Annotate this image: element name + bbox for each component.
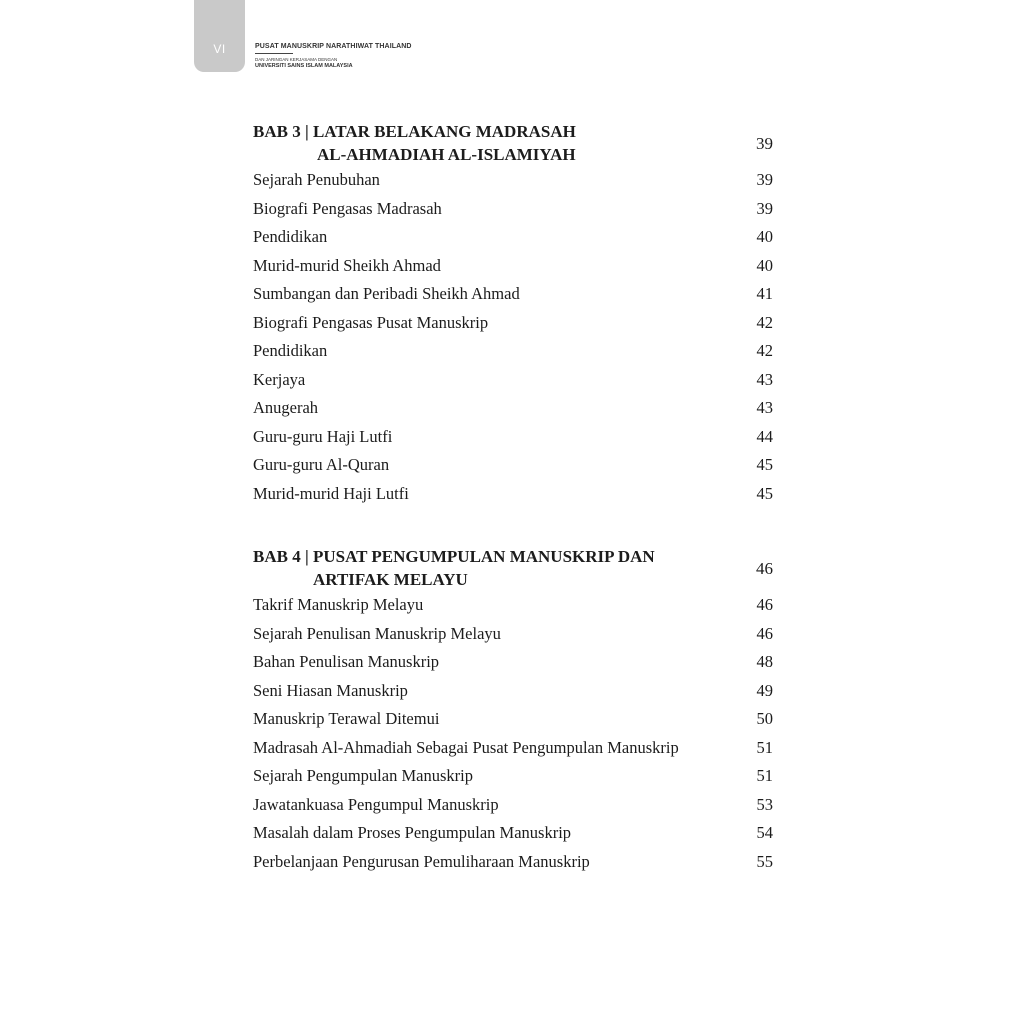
toc-entry <box>253 623 773 652</box>
toc-entry-page: 53 <box>756 794 773 814</box>
toc-entry-page: 42 <box>756 341 773 360</box>
toc-entry <box>253 594 773 623</box>
toc-entry-label: Sejarah Penubuhan <box>253 170 380 189</box>
toc-entry-label: Perbelanjaan Pengurusan Pemuliharaan Manuskrip <box>253 851 590 871</box>
section-gap <box>253 511 773 545</box>
toc-entry-page: 51 <box>756 737 773 757</box>
toc-entry <box>253 851 773 880</box>
toc-entry-page: 45 <box>756 455 773 474</box>
toc-entry <box>253 255 773 284</box>
toc-entry-page: 48 <box>756 652 773 671</box>
toc-entry-page: 41 <box>756 284 773 303</box>
chapter-heading-bab-3 <box>253 120 773 167</box>
running-header <box>255 42 412 70</box>
toc-entry-page: 40 <box>756 255 773 275</box>
chapter-page: 39 <box>756 134 773 153</box>
toc-entry-label: Bahan Penulisan Manuskrip <box>253 652 440 671</box>
chapter-heading-bab-4 <box>253 545 773 592</box>
toc-entry-page: 43 <box>756 369 773 389</box>
toc-entry-label: Biografi Pengasas Pusat Manuskrip <box>253 312 489 332</box>
toc-entry <box>253 369 773 398</box>
toc-entry-page: 42 <box>756 312 773 332</box>
toc-entry-label: Biografi Pengasas Madrasah <box>253 198 442 218</box>
toc-entry-page: 45 <box>756 483 773 503</box>
toc-entry <box>253 426 773 455</box>
toc-entry-label: Madrasah Al-Ahmadiah Sebagai Pusat Pengumpulan Manuskrip <box>253 737 679 757</box>
toc-entry-page: 44 <box>756 426 773 446</box>
toc-entry <box>253 765 773 794</box>
toc-entry <box>253 340 773 369</box>
toc-entry-label: Guru-guru Haji Lutfi <box>253 426 393 446</box>
toc-entry <box>253 822 773 851</box>
toc-entry <box>253 680 773 709</box>
toc-entry-label: Seni Hiasan Manuskrip <box>253 680 408 700</box>
toc-entry-label: Jawatankuasa Pengumpul Manuskrip <box>253 794 499 814</box>
toc-entry-label: Guru-guru Al-Quran <box>253 455 390 474</box>
chapter-page: 46 <box>756 559 773 578</box>
toc-entry-page: 43 <box>756 398 773 417</box>
toc-entry <box>253 169 773 198</box>
toc-entry <box>253 794 773 823</box>
header-title: PUSAT MANUSKRIP NARATHIWAT THAILAND <box>255 43 412 50</box>
header-subtitle: DAN JARINGAN KERJASAMA DENGAN <box>255 57 338 62</box>
toc-entry-label: Murid-murid Sheikh Ahmad <box>253 255 441 275</box>
toc-entry <box>253 708 773 737</box>
toc-entry <box>253 651 773 680</box>
chapter-title-line1: BAB 3 | LATAR BELAKANG MADRASAH <box>253 122 576 141</box>
toc-entry <box>253 454 773 483</box>
toc-entry-page: 55 <box>756 851 773 871</box>
toc-entry <box>253 283 773 312</box>
toc-entry-page: 46 <box>756 595 773 614</box>
toc-entry-page: 54 <box>756 823 773 842</box>
toc-entry-page: 39 <box>756 170 773 189</box>
toc-entry <box>253 198 773 227</box>
toc-entry-label: Sejarah Penulisan Manuskrip Melayu <box>253 623 501 643</box>
toc-entry <box>253 312 773 341</box>
toc-entry-label: Manuskrip Terawal Ditemui <box>253 709 440 728</box>
table-of-contents <box>253 120 773 879</box>
toc-entry-label: Anugerah <box>253 398 319 417</box>
toc-entry-page: 40 <box>756 227 773 246</box>
toc-entry-label: Pendidikan <box>253 227 328 246</box>
toc-entry <box>253 397 773 426</box>
header-rule <box>255 53 293 54</box>
toc-entry-page: 51 <box>756 766 773 785</box>
header-university: UNIVERSITI SAINS ISLAM MALAYSIA <box>255 63 353 69</box>
toc-entry-page: 39 <box>756 198 773 218</box>
toc-entry-label: Kerjaya <box>253 369 306 389</box>
toc-entry <box>253 483 773 512</box>
toc-entry-label: Sejarah Pengumpulan Manuskrip <box>253 766 473 785</box>
page-number-tab <box>194 0 245 72</box>
toc-entry-label: Pendidikan <box>253 341 328 360</box>
chapter-title-line2: ARTIFAK MELAYU <box>313 570 468 589</box>
toc-entry-page: 46 <box>756 623 773 643</box>
toc-entry <box>253 226 773 255</box>
toc-entry-page: 50 <box>756 709 773 728</box>
toc-entry <box>253 737 773 766</box>
page-number: VI <box>213 42 226 56</box>
chapter-title-line1: BAB 4 | PUSAT PENGUMPULAN MANUSKRIP DAN <box>253 547 655 566</box>
chapter-title-line2: AL-AHMADIAH AL-ISLAMIYAH <box>317 145 576 164</box>
toc-entry-label: Sumbangan dan Peribadi Sheikh Ahmad <box>253 284 520 303</box>
toc-entry-label: Takrif Manuskrip Melayu <box>253 595 424 614</box>
toc-entry-label: Murid-murid Haji Lutfi <box>253 483 409 503</box>
toc-entry-page: 49 <box>756 680 773 700</box>
toc-entry-label: Masalah dalam Proses Pengumpulan Manuskrip <box>253 823 572 842</box>
